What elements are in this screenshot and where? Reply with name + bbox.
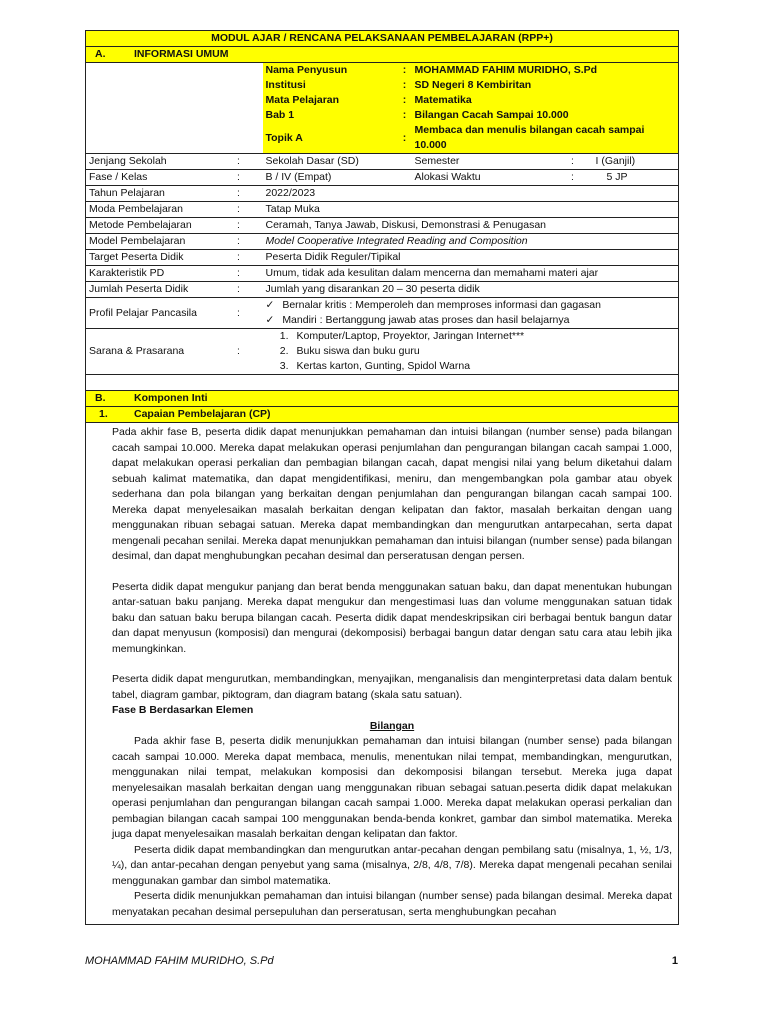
cp-paragraph: Pada akhir fase B, peserta didik dapat menunjukkan pemahaman dan intuisi bilangan (number sense) pada bilangan cacah sampai 10.000. Mereka dapat melakukan operasi penjumlahan dan pengurangan bilangan cacah sampai 1.000, dapat melakukan operasi perkalian dan pembagian bilangan cacah, dapat mengisi nilai yang belum diketahui dalam sebuah kalimat matematika, dan dapat mengidentifikasi, meniru, dan mengembangkan pola gambar atau obyek sederhana dan pola bilangan yang berkaitan dengan penjumlahan dan pengurangan bilangan cacah sampai 100. Mereka dapat menyelesaikan masalah berkaitan dengan kelipatan dan faktor, masalah berkaitan dengan uang menggunakan ribuan sebagai satuan. Mereka dapat membandingkan dan mengurutkan antarpecahan, serta dapat mengenali pecahan senilai. Mereka dapat menunjukkan pemahaman dan intuisi bilangan (number sense) pada bilangan desimal, dan dapat menghubungkan pecahan desimal dan perseratusan dengan persen. xyxy=(112,426,673,562)
meta-label-profil: Profil Pelajar Pancasila xyxy=(86,298,215,329)
meta-value-model: Model Cooperative Integrated Reading and Composition xyxy=(263,234,679,250)
section-b-header xyxy=(86,391,679,407)
meta-value-alokasi: 5 JP xyxy=(593,170,679,186)
info-value: Bilangan Cacah Sampai 10.000 xyxy=(412,108,679,123)
meta-label-fase: Fase / Kelas xyxy=(86,170,215,186)
elemen-title: Fase B Berdasarkan Elemen xyxy=(112,704,254,716)
section-b-letter: B. xyxy=(95,392,106,404)
info-label: Mata Pelajaran xyxy=(263,93,398,108)
info-label: Nama Penyusun xyxy=(263,63,398,79)
section-a-header xyxy=(86,47,679,63)
cp-paragraph: Peserta didik dapat mengukur panjang dan berat benda menggunakan satuan baku, dan dapat menentukan hubungan antar-satuan baku panjang. Mereka dapat mengukur dan mengestimasi luas dan volume menggunakan satuan tidak baku dan satuan baku berupa bilangan cacah. Peserta didik dapat mendeskripsikan ciri berbagai bentuk bangun datar dan dapat menyusun (komposisi) dan mengurai (dekomposisi) berbagai bangun datar dengan satu cara atau lebih jika memungkinkan. xyxy=(112,580,673,655)
profil-item: ✓ Mandiri : Bertanggung jawab atas proses dan hasil belajarnya xyxy=(266,313,676,328)
info-value: SD Negeri 8 Kembiritan xyxy=(412,78,679,93)
sarana-item: 1. Komputer/Laptop, Proyektor, Jaringan Internet*** xyxy=(279,330,525,342)
meta-value-metode: Ceramah, Tanya Jawab, Diskusi, Demonstrasi & Penugasan xyxy=(263,218,679,234)
cp-content xyxy=(86,423,679,925)
page-number: 1 xyxy=(671,955,678,967)
meta-label-metode: Metode Pembelajaran xyxy=(86,218,215,234)
cp-number: 1. xyxy=(99,408,108,420)
meta-label-jumlah: Jumlah Peserta Didik xyxy=(86,282,215,298)
info-value: MOHAMMAD FAHIM MURIDHO, S.Pd xyxy=(412,63,679,79)
meta-label-tahun: Tahun Pelajaran xyxy=(86,186,215,202)
rpp-table: MODUL AJAR / RENCANA PELAKSANAAN PEMBELAJARAN (RPP+) A. INFORMASI UMUM Nama Penyusun : MOHAMMAD FAHIM MURIDHO, S.Pd Institusi : SD Negeri 8 Kembiritan Mata Pelajaran : Matematika Bab 1 : Bilangan Cacah Sampai 10.000 Topik A : Membaca dan menulis bilangan cacah sampai 10.000 Jenjang Sekolah : Sekolah Dasar (SD) Semester : I (Ganjil) Fase / Kelas : B / IV (Empat) Alokasi Waktu : 5 JP Tahun Pelajaran : 2022/2023 Moda Pembelajaran : Tatap Muka Metode Pembelajaran : Ceramah, Tanya Jawab, Diskusi, Demonstrasi & Penugasan Model Pembelajaran : Model Cooperative Integrated Reading and Composition Target Peserta Didik : Peserta Didik Reguler/Tipikal Karakteristik PD : Umum, tidak ada kesulitan dalam mencerna dan memahami materi ajar Jumlah Peserta Didik : Jumlah yang disarankan 20 – 30 peserta didik Profil Pelajar Pancasila : ✓ Bernalar kritis : Memperoleh dan memproses informasi dan gagasan ✓ Mandiri : Bertanggung jawab atas proses dan hasil belajarnya Sarana & Prasarana : 1. Komputer/Laptop, Proyektor, Jaringan Internet*** 2. Buku siswa dan buku guru 3. Kertas karton, Gunting, Spidol Warna B. Komponen Inti 1. Capaian Pembelajaran (CP) Pada akhir fase B, peserta didik dapat menunjukkan pemahaman dan intuisi bilangan (number sense) pada bilangan cacah sampai 10.000. Mereka dapat melakukan operasi penjumlahan dan pengurangan bilangan cacah sampai 1.000, dapat melakukan operasi perkalian dan pembagian bilangan cacah, dapat mengisi nilai yang belum diketahui dalam sebuah kalimat matematika, dan dapat mengidentifikasi, meniru, dan mengembangkan pola gambar atau obyek sederhana dan pola bilangan yang berkaitan dengan penjumlahan dan pengurangan bilangan cacah sampai 100. Mereka dapat menyelesaikan masalah berkaitan dengan kelipatan dan faktor, masalah berkaitan dengan uang menggunakan ribuan sebagai satuan. Mereka dapat membandingkan dan mengurutkan antarpecahan, serta dapat mengenali pecahan senilai. Mereka dapat menunjukkan pemahaman dan intuisi bilangan (number sense) pada bilangan desimal, dan dapat menghubungkan pecahan desimal dan perseratusan dengan persen. Peserta didik dapat mengukur panjang dan berat benda menggunakan satuan baku, dan dapat menentukan hubungan antar-satuan baku panjang. Mereka dapat mengukur dan mengestimasi luas dan volume menggunakan satuan tidak baku dan satuan baku berupa bilangan cacah. Peserta didik dapat mendeskripsikan ciri berbagai bentuk bangun datar dan dapat menyusun (komposisi) dan mengurai (dekomposisi) berbagai bangun datar dengan satu cara atau lebih jika memungkinkan. Peserta didik dapat mengurutkan, membandingkan, menyajikan, menganalisis dan menginterpretasi data dalam bentuk tabel, diagram gambar, piktogram, dan diagram batang (skala satu satuan). Fase B Berdasarkan Elemen Bilangan Pada akhir fase B, peserta didik menunjukkan pemahaman dan intuisi bilangan (number sense) pada bilangan cacah sampai 10.000. Mereka dapat membaca, menulis, menentukan nilai tempat, membandingkan, mengurutkan, menggunakan nilai tempat, melakukan komposisi dan dekomposisi bilangan tersebut. Mereka juga dapat menyelesaikan masalah berkaitan dengan uang menggunakan ribuan sebagai satuan.peserta didik dapat melakukan operasi penjumlahan dan pengurangan bilangan cacah sampai 1.000. Mereka dapat melakukan operasi perkalian dan pembagian bilangan cacah sampai 100 menggunakan benda-benda konkret, gambar dan simbol matematika. Mereka juga dapat menyelesaikan masalah berkaitan dengan kelipatan dan faktor. Peserta didik dapat membandingkan dan mengurutkan antar-pecahan dengan pembilang satu (misalnya, 1, ½, 1/3, ¼), dan antar-pecahan dengan penyebut yang sama (misalnya, 2/8, 4/8, 7/8). Mereka dapat mengenali pecahan senilai menggunakan gambar dan simbol matematika. Peserta didik menunjukkan pemahaman dan intuisi bilangan (number sense) pada bilangan desimal. Mereka dapat menyatakan pecahan desimal persepuluhan dan perseratusan, serta menghubungkan pecahan xyxy=(85,30,679,925)
meta-value-fase: B / IV (Empat) xyxy=(263,170,398,186)
cp-paragraph: Peserta didik menunjukkan pemahaman dan intuisi bilangan (number sense) pada bilangan desimal. Mereka dapat menyatakan pecahan desimal persepuluhan dan perseratusan, serta menghubungkan pecahan xyxy=(112,890,673,918)
meta-label-karakteristik: Karakteristik PD xyxy=(86,266,215,282)
meta-label-jenjang: Jenjang Sekolah xyxy=(86,154,215,170)
sarana-item: 3. Kertas karton, Gunting, Spidol Warna xyxy=(279,360,471,372)
meta-value-target: Peserta Didik Reguler/Tipikal xyxy=(263,250,679,266)
meta-label-model: Model Pembelajaran xyxy=(86,234,215,250)
document-page xyxy=(85,30,678,925)
meta-label-semester: Semester xyxy=(412,154,553,170)
meta-value-semester: I (Ganjil) xyxy=(593,154,679,170)
cp-paragraph: Peserta didik dapat mengurutkan, membandingkan, menyajikan, menganalisis dan menginterpretasi data dalam bentuk tabel, diagram gambar, piktogram, dan diagram batang (skala satu satuan). xyxy=(112,673,673,701)
bilangan-title: Bilangan xyxy=(369,719,415,732)
cp-label: Capaian Pembelajaran (CP) xyxy=(134,408,271,420)
sarana-list xyxy=(263,329,679,375)
info-label: Institusi xyxy=(263,78,398,93)
meta-value-karakteristik: Umum, tidak ada kesulitan dalam mencerna dan memahami materi ajar xyxy=(263,266,679,282)
meta-value-moda: Tatap Muka xyxy=(263,202,679,218)
cp-paragraph: Pada akhir fase B, peserta didik menunjukkan pemahaman dan intuisi bilangan (number sense) pada bilangan cacah sampai 10.000. Mereka dapat membaca, menulis, menentukan nilai tempat, membandingkan, mengurutkan, menggunakan nilai tempat, melakukan komposisi dan dekomposisi bilangan tersebut. Mereka juga dapat menyelesaikan masalah berkaitan dengan uang menggunakan ribuan sebagai satuan.peserta didik dapat melakukan operasi penjumlahan dan pengurangan bilangan cacah sampai 1.000. Mereka dapat melakukan operasi perkalian dan pembagian bilangan cacah sampai 100 menggunakan benda-benda konkret, gambar dan simbol matematika. Mereka juga dapat menyelesaikan masalah berkaitan dengan kelipatan dan faktor. xyxy=(112,735,673,840)
section-a-letter: A. xyxy=(95,48,106,60)
info-label: Bab 1 xyxy=(263,108,398,123)
info-value: Membaca dan menulis bilangan cacah sampai 10.000 xyxy=(412,123,679,154)
meta-label-sarana: Sarana & Prasarana xyxy=(86,329,215,375)
meta-label-moda: Moda Pembelajaran xyxy=(86,202,215,218)
meta-value-jumlah: Jumlah yang disarankan 20 – 30 peserta didik xyxy=(263,282,679,298)
spacer-row xyxy=(86,375,679,391)
document-title: MODUL AJAR / RENCANA PELAKSANAAN PEMBELAJARAN (RPP+) xyxy=(86,31,679,47)
section-b-label: Komponen Inti xyxy=(134,392,208,404)
page-footer xyxy=(85,955,678,967)
profil-item: ✓ Bernalar kritis : Memperoleh dan memproses informasi dan gagasan xyxy=(266,298,676,313)
meta-value-jenjang: Sekolah Dasar (SD) xyxy=(263,154,398,170)
info-value: Matematika xyxy=(412,93,679,108)
meta-label-target: Target Peserta Didik xyxy=(86,250,215,266)
section-a-label: INFORMASI UMUM xyxy=(134,48,229,60)
cp-paragraph: Peserta didik dapat membandingkan dan mengurutkan antar-pecahan dengan pembilang satu (misalnya, 1, ½, 1/3, ¼), dan antar-pecahan dengan penyebut yang sama (misalnya, 2/8, 4/8, 7/8). Mereka dapat mengenali pecahan senilai menggunakan gambar dan simbol matematika. xyxy=(112,843,673,887)
meta-value-tahun: 2022/2023 xyxy=(263,186,679,202)
info-label: Topik A xyxy=(263,123,398,154)
footer-author: MOHAMMAD FAHIM MURIDHO, S.Pd xyxy=(85,955,274,967)
meta-label-alokasi: Alokasi Waktu xyxy=(412,170,553,186)
cp-header xyxy=(86,407,679,423)
profil-list xyxy=(263,298,679,329)
sarana-item: 2. Buku siswa dan buku guru xyxy=(279,345,420,357)
